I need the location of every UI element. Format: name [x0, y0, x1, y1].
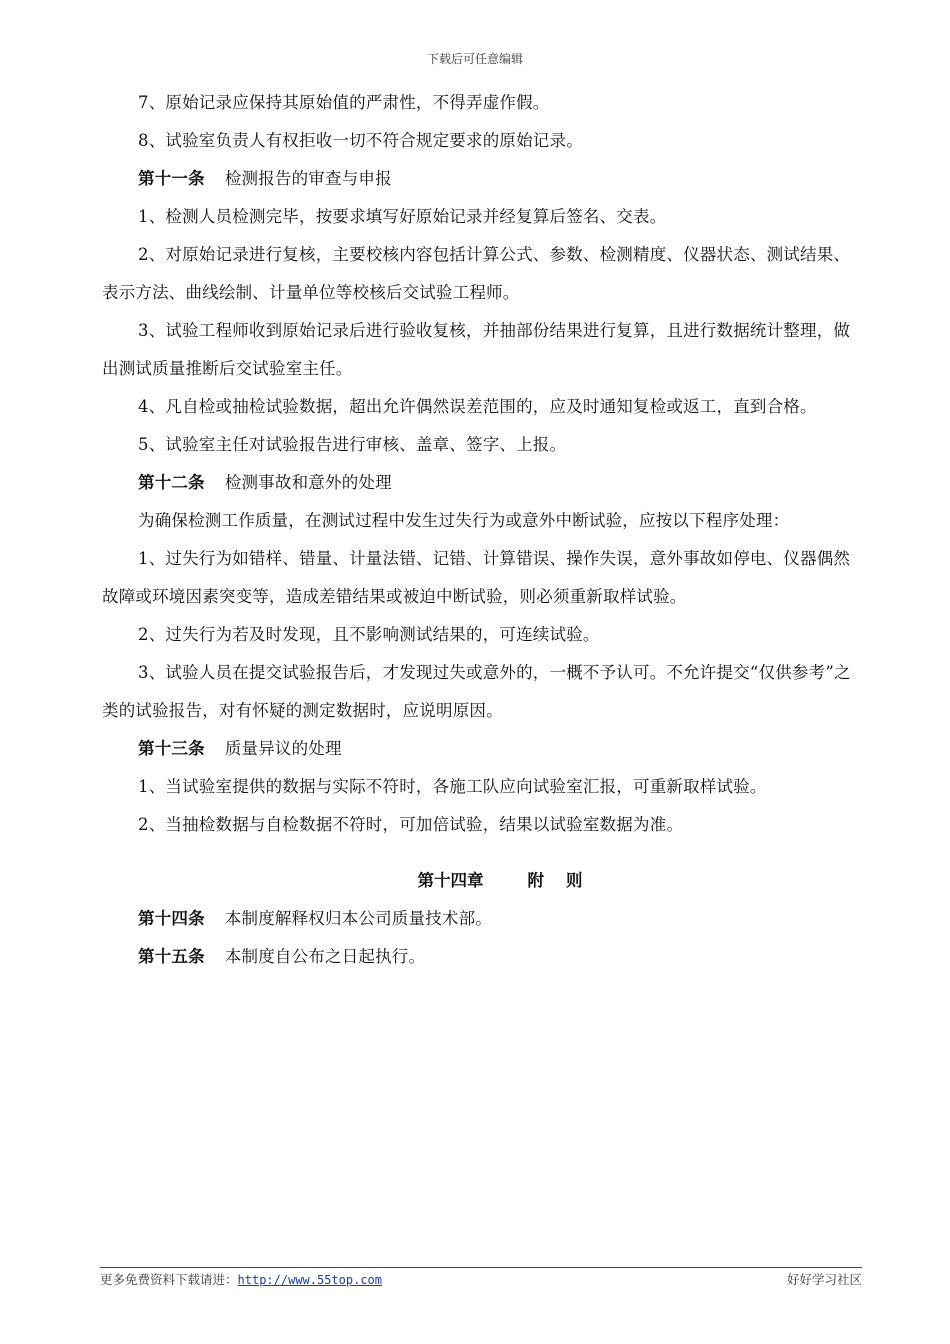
article-title: 检测事故和意外的处理	[224, 473, 392, 492]
paragraph: 7、原始记录应保持其原始值的严肃性，不得弄虚作假。	[138, 93, 550, 112]
article-title: 检测报告的审查与申报	[224, 169, 392, 188]
article-label: 第十三条	[138, 739, 205, 758]
paragraph: 为确保检测工作质量，在测试过程中发生过失行为或意外中断试验，应按以下程序处理：	[138, 511, 790, 530]
article-heading	[102, 160, 862, 198]
footer-label: 更多免费资料下载请进：	[100, 1272, 238, 1287]
chapter-heading: 第十四章 附 则	[417, 871, 583, 890]
paragraph: 2、对原始记录进行复核，主要校核内容包括计算公式、参数、检测精度、仪器状态、测试结果、表示方法、曲线绘制、计量单位等校核后交试验工程师。	[102, 245, 851, 302]
paragraph: 4、凡自检或抽检试验数据，超出允许偶然误差范围的，应及时通知复检或返工，直到合格。	[138, 397, 817, 416]
paragraph: 1、过失行为如错样、错量、计量法错、记错、计算错误、操作失误，意外事故如停电、仪器偶然故障或环境因素突变等，造成差错结果或被迫中断试验，则必须重新取样试验。	[102, 549, 851, 606]
document-body	[102, 84, 862, 976]
paragraph: 3、试验人员在提交试验报告后，才发现过失或意外的，一概不予认可。不允许提交“仅供参考”之类的试验报告，对有怀疑的测定数据时，应说明原因。	[102, 663, 851, 720]
footer-link[interactable]: http://www.55top.com	[237, 1273, 383, 1287]
article-label: 第十四条	[138, 909, 205, 928]
article-title: 质量异议的处理	[224, 739, 342, 758]
paragraph: 2、过失行为若及时发现，且不影响测试结果的，可连续试验。	[138, 625, 600, 644]
paragraph: 1、当试验室提供的数据与实际不符时，各施工队应向试验室汇报，可重新取样试验。	[138, 777, 767, 796]
page-footer	[100, 1270, 862, 1288]
article-text: 本制度解释权归本公司质量技术部。	[224, 909, 493, 928]
article-label: 第十二条	[138, 473, 205, 492]
article-heading	[102, 938, 862, 976]
footer-left	[100, 1270, 382, 1288]
article-heading	[102, 464, 862, 502]
footer-divider	[100, 1267, 862, 1268]
page-header: 下载后可任意编辑	[426, 52, 523, 66]
paragraph: 5、试验室主任对试验报告进行审核、盖章、签字、上报。	[138, 435, 567, 454]
article-label: 第十一条	[138, 169, 205, 188]
paragraph: 2、当抽检数据与自检数据不符时，可加倍试验，结果以试验室数据为准。	[138, 815, 684, 834]
article-text: 本制度自公布之日起执行。	[224, 947, 426, 966]
article-label: 第十五条	[138, 947, 205, 966]
footer-right: 好好学习社区	[786, 1272, 862, 1287]
paragraph: 8、试验室负责人有权拒收一切不符合规定要求的原始记录。	[138, 131, 583, 150]
paragraph: 1、检测人员检测完毕，按要求填写好原始记录并经复算后签名、交表。	[138, 207, 667, 226]
paragraph: 3、试验工程师收到原始记录后进行验收复核，并抽部份结果进行复算，且进行数据统计整理，做出测试质量推断后交试验室主任。	[102, 321, 851, 378]
article-heading	[102, 730, 862, 768]
article-heading	[102, 900, 862, 938]
